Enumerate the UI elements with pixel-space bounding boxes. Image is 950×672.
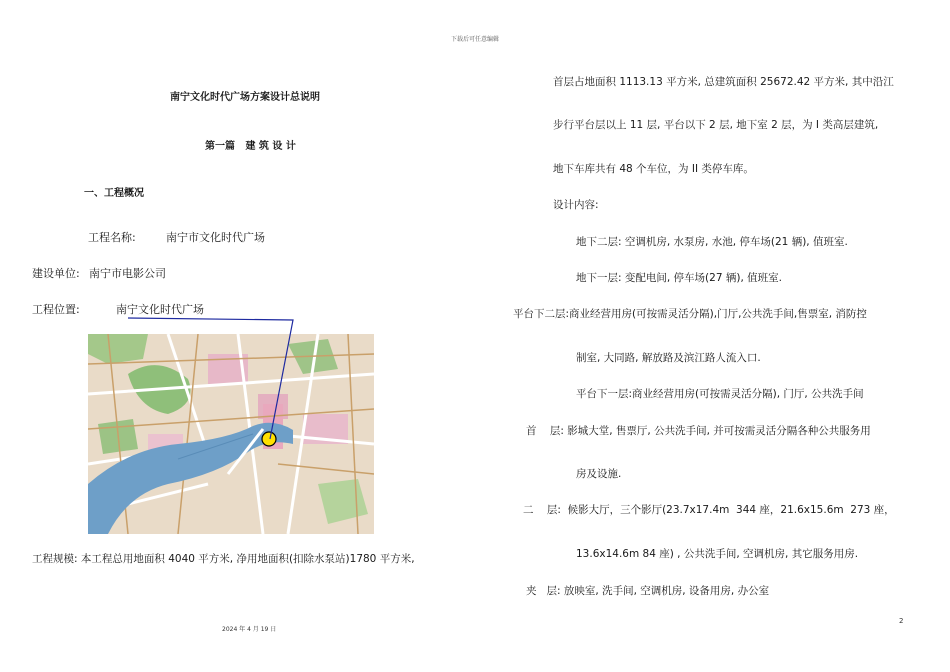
- first-floor-text: 首 层: 影城大堂, 售票厅, 公共洗手间, 并可按需灵活分隔各种公共服务用: [526, 425, 871, 437]
- design-content-label: 设计内容:: [553, 199, 599, 211]
- section-title: 一、工程概况: [84, 188, 144, 199]
- platform-lower-2-cont: 制室, 大同路, 解放路及滨江路人流入口.: [576, 352, 761, 364]
- part-title: 第一篇 建 筑 设 计: [205, 141, 296, 152]
- project-scale-text: 工程规模: 本工程总用地面积 4040 平方米, 净用地面积(扣除水泵站)1780 平方米,: [32, 553, 415, 565]
- project-name-label: 工程名称:: [88, 231, 136, 244]
- page-number: 2: [899, 617, 904, 625]
- builder-value: 南宁市电影公司: [89, 267, 166, 280]
- basement-2-text: 地下二层: 空调机房, 水泵房, 水池, 停车场(21 辆), 值班室.: [576, 236, 848, 248]
- mezzanine-text: 夹 层: 放映室, 洗手间, 空调机房, 设备用房, 办公室: [526, 585, 770, 597]
- second-floor-cont: 13.6x14.6m 84 座) , 公共洗手间, 空调机房, 其它服务用房.: [576, 548, 859, 560]
- first-floor-cont: 房及设施.: [576, 468, 622, 480]
- right-line-2: 步行平台层以上 11 层, 平台以下 2 层, 地下室 2 层，为 I 类高层建筑,: [553, 119, 879, 131]
- page-header: 下载后可任意编辑: [450, 36, 499, 43]
- basement-1-text: 地下一层: 变配电间, 停车场(27 辆), 值班室.: [576, 272, 782, 284]
- right-line-3: 地下车库共有 48 个车位，为 II 类停车库。: [553, 163, 754, 175]
- platform-lower-2-text: 平台下二层:商业经营用房(可按需灵活分隔),门厅,公共洗手间,售票室, 消防控: [513, 308, 867, 320]
- builder-label: 建设单位:: [32, 267, 80, 280]
- footer-date: 2024 年 4 月 19 日: [222, 626, 277, 633]
- location-value: 南宁文化时代广场: [116, 303, 204, 316]
- project-name-value: 南宁市文化时代广场: [166, 231, 265, 244]
- document-title: 南宁文化时代广场方案设计总说明: [170, 92, 320, 103]
- platform-lower-1-text: 平台下一层:商业经营用房(可按需灵活分隔), 门厅, 公共洗手间: [576, 388, 864, 400]
- right-line-1: 首层占地面积 1113.13 平方米, 总建筑面积 25672.42 平方米, 其中沿江: [553, 76, 894, 88]
- second-floor-text: 二 层: 候影大厅，三个影厅(23.7x17.4m 344 座，21.6x15.6m 273 座，: [523, 504, 895, 516]
- location-label: 工程位置:: [32, 303, 80, 316]
